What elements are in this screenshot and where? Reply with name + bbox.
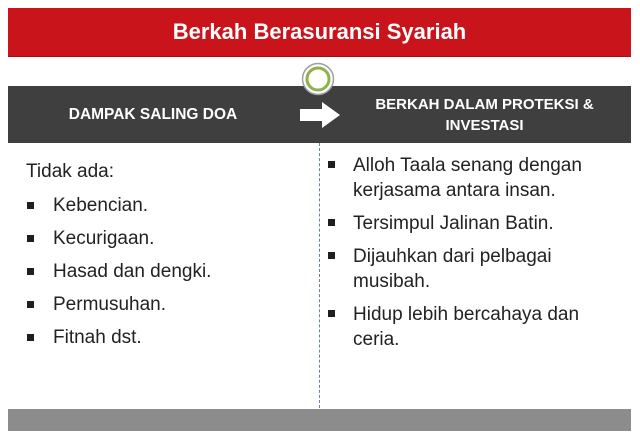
list-item [26,194,311,227]
list-item-text: Kebencian. [53,195,149,216]
left-column [26,160,311,359]
list-item-text: Fitnah dst. [53,327,142,348]
right-list [326,153,626,352]
square-bullet-icon [27,268,34,275]
ring-icon [301,62,335,96]
list-item-text: Hasad dan dengki. [53,261,212,282]
square-bullet-icon [27,334,34,341]
column-divider [319,143,320,408]
square-bullet-icon [27,301,34,308]
list-item [26,326,311,359]
header-right-line2: INVESTASI [445,116,524,134]
list-item-text: Permusuhan. [53,294,167,315]
header-left-label: DAMPAK SALING DOA [68,105,238,123]
list-item [26,227,311,260]
list-item [326,153,626,203]
list-item-text: Tersimpul Jalinan Batin. [353,213,554,234]
list-item [326,302,626,352]
square-bullet-icon [27,235,34,242]
list-item-text: Hidup lebih bercahaya dan ceria. [353,304,580,350]
slide-title: Berkah Berasuransi Syariah [172,19,467,44]
list-item [26,260,311,293]
list-item [326,244,626,294]
square-bullet-icon [328,219,335,226]
left-list [26,194,311,359]
left-intro: Tidak ada: [26,161,115,182]
square-bullet-icon [328,252,335,259]
header-right-label [338,86,631,143]
list-item-text: Dijauhkan dari pelbagai musibah. [353,246,552,292]
list-item [326,211,626,236]
square-bullet-icon [328,161,335,168]
list-item-text: Alloh Taala senang dengan kerjasama antara insan. [353,155,582,201]
title-bar [8,8,631,57]
footer-bar [8,409,631,431]
square-bullet-icon [27,202,34,209]
list-item [26,293,311,326]
square-bullet-icon [328,310,335,317]
right-column [326,153,626,360]
header-right-line1: BERKAH DALAM PROTEKSI & [375,95,594,113]
right-arrow-icon [298,100,342,130]
list-item-text: Kecurigaan. [53,228,155,249]
